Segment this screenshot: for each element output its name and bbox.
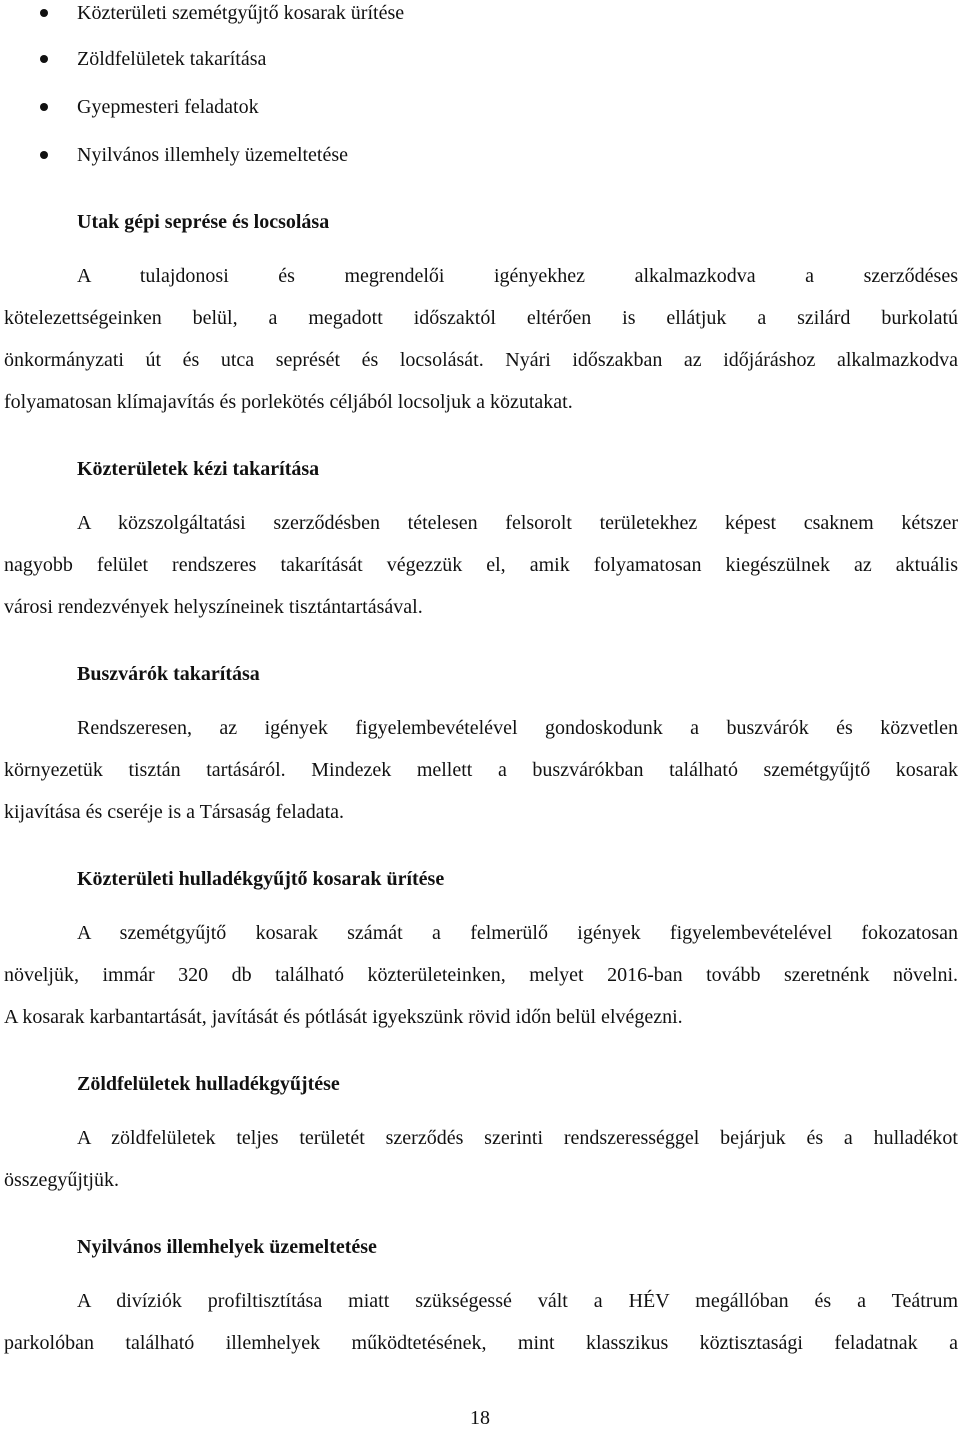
paragraph-line: Rendszeresen, az igények figyelembevételével gondoskodunk a buszvárók és közvetlen bbox=[77, 717, 958, 739]
paragraph-line: környezetük tisztán tartásáról. Mindezek mellett a buszvárókban található szemétgyűjtő kosarak bbox=[4, 759, 958, 781]
paragraph-line: nagyobb felület rendszeres takarítását végezzük el, amik folyamatosan kiegészülnek az aktuális bbox=[4, 554, 958, 576]
section-heading: Buszvárók takarítása bbox=[77, 663, 260, 685]
paragraph-line: A közszolgáltatási szerződésben tételesen felsorolt területekhez képest csaknem kétszer bbox=[77, 512, 958, 534]
paragraph-line: parkolóban található illemhelyek működtetésének, mint klasszikus köztisztasági feladatnak a bbox=[4, 1332, 958, 1354]
paragraph-line: A szemétgyűjtő kosarak számát a felmerülő igények figyelembevételével fokozatosan bbox=[77, 922, 958, 944]
section-paragraph bbox=[4, 920, 958, 1046]
paragraph-line: összegyűjtjük. bbox=[4, 1169, 119, 1191]
section-paragraph bbox=[4, 1125, 958, 1209]
bullet-icon bbox=[40, 103, 48, 111]
paragraph-line: növeljük, immár 320 db található közterületeinken, melyet 2016-ban tovább szeretnénk növelni. bbox=[4, 964, 958, 986]
page-number: 18 bbox=[470, 1407, 490, 1429]
paragraph-line: városi rendezvények helyszíneinek tisztántartásával. bbox=[4, 596, 423, 618]
section-heading: Zöldfelületek hulladékgyűjtése bbox=[77, 1073, 340, 1095]
paragraph-line: kötelezettségeinken belül, a megadott időszaktól eltérően is ellátjuk a szilárd burkolatú bbox=[4, 307, 958, 329]
bullet-icon bbox=[40, 9, 48, 17]
bullet-icon bbox=[40, 151, 48, 159]
section-paragraph bbox=[4, 1288, 958, 1372]
list-item-text: Nyilvános illemhely üzemeltetése bbox=[77, 144, 349, 166]
paragraph-line: A tulajdonosi és megrendelői igényekhez alkalmazkodva a szerződéses bbox=[77, 265, 958, 287]
section-paragraph bbox=[4, 715, 958, 841]
paragraph-line: A divíziók profiltisztítása miatt szükségessé vált a HÉV megállóban és a Teátrum bbox=[77, 1290, 958, 1312]
paragraph-line: A zöldfelületek teljes területét szerződés szerinti rendszerességgel bejárjuk és a hulladékot bbox=[77, 1127, 958, 1149]
section-heading: Közterületi hulladékgyűjtő kosarak ürítése bbox=[77, 868, 445, 890]
paragraph-line: folyamatosan klímajavítás és porlekötés céljából locsoljuk a közutakat. bbox=[4, 391, 573, 413]
paragraph-line: A kosarak karbantartását, javítását és pótlását igyekszünk rövid időn belül elvégezni. bbox=[4, 1006, 683, 1028]
bullet-icon bbox=[40, 55, 48, 63]
list-item-text: Gyepmesteri feladatok bbox=[77, 96, 259, 118]
section-paragraph bbox=[4, 263, 958, 431]
paragraph-line: önkormányzati út és utca seprését és locsolását. Nyári időszakban az időjáráshoz alkalmazkodva bbox=[4, 349, 958, 371]
list-item-text: Közterületi szemétgyűjtő kosarak ürítése bbox=[77, 2, 405, 24]
list-item-text: Zöldfelületek takarítása bbox=[77, 48, 267, 70]
section-heading: Utak gépi seprése és locsolása bbox=[77, 211, 330, 233]
section-paragraph bbox=[4, 510, 958, 636]
section-heading: Közterületek kézi takarítása bbox=[77, 458, 320, 480]
paragraph-line: kijavítása és cseréje is a Társaság feladata. bbox=[4, 801, 345, 823]
section-heading: Nyilvános illemhelyek üzemeltetése bbox=[77, 1236, 377, 1258]
